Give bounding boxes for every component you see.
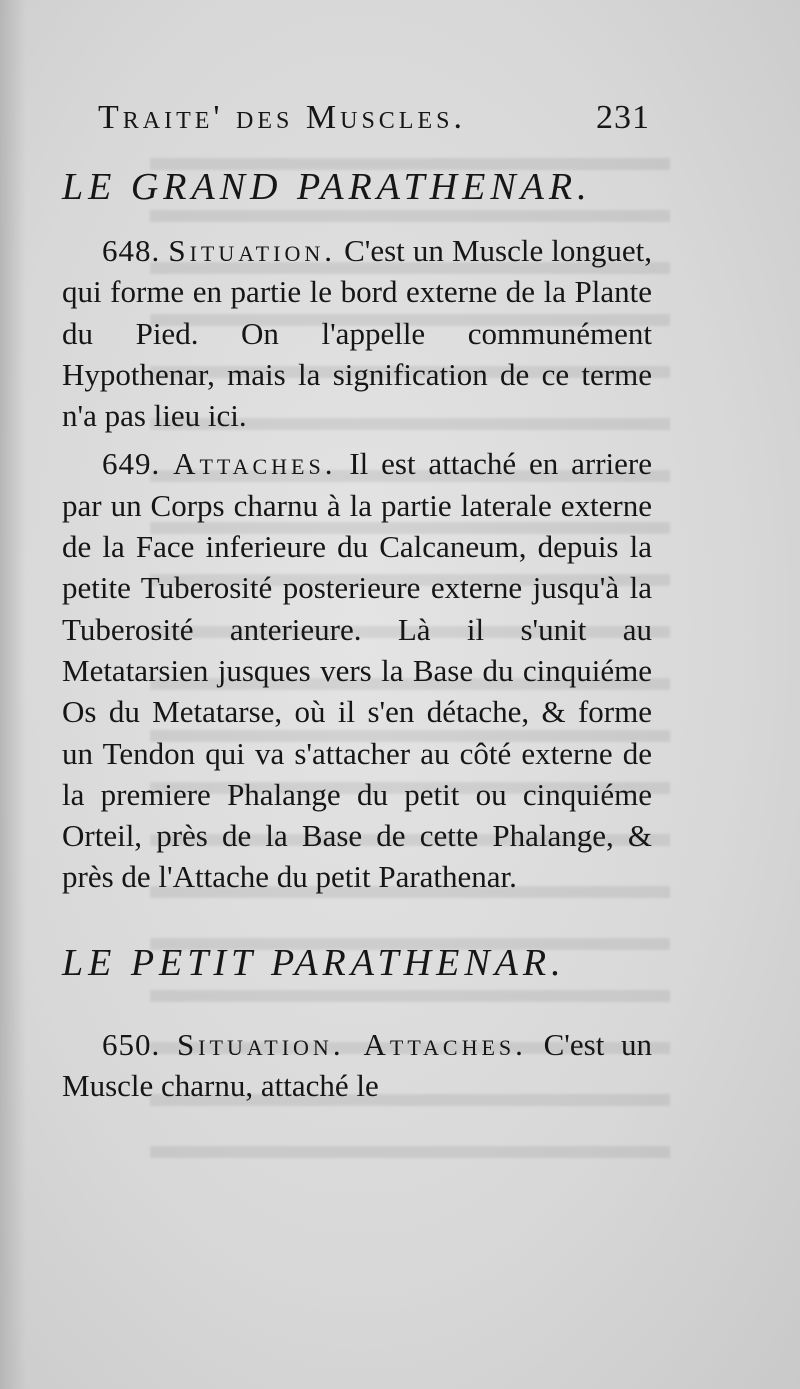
paragraph-number: 648.: [102, 233, 161, 268]
paragraph-650: [62, 1024, 652, 1107]
page-text-block: [62, 96, 652, 1106]
page-gutter-shadow: [0, 0, 26, 1389]
section-title-petit-parathenar: LE PETIT PARATHENAR.: [62, 941, 566, 984]
paragraph-648: [62, 230, 652, 436]
paragraph-label: Situation. Attaches.: [176, 1026, 527, 1062]
paragraph-text: C'est un Muscle longuet, qui forme en partie le bord externe de la Plante du Pied. On l'appelle communément Hypothenar, mais la signification de ce terme n'a pas lieu ici.: [62, 233, 653, 434]
running-head-title: Traite' des Muscles.: [98, 99, 466, 136]
section-title-grand-parathenar: LE GRAND PARATHENAR.: [62, 166, 592, 208]
paragraph-text: Il est attaché en arriere par un Corps charnu à la partie laterale externe de la Face inferieure du Calcaneum, depuis la petite Tuberosité posterieure externe jusqu'à la Tuberosité anterieure. Là il s'unit au Metatarsien jusques vers la Base du cinquiéme Os du Metatarse, où il s'en détache, & forme un Tendon qui va s'attacher au côté externe de la premiere Phalange du petit ou cinquiéme Orteil, près de la Base de cette Phalange, & près de l'Attache du petit Parathenar.: [62, 446, 653, 895]
paragraph-number: 650.: [102, 1026, 161, 1062]
paragraph-label: Attaches.: [173, 446, 337, 482]
running-head: [98, 96, 650, 140]
paragraph-number: 649.: [102, 446, 161, 482]
paragraph-label: Situation.: [168, 233, 336, 268]
paragraph-text: C'est un Muscle charnu, attaché le: [62, 1026, 652, 1104]
paragraph-649: [62, 443, 652, 897]
page-number: 231: [596, 99, 650, 136]
